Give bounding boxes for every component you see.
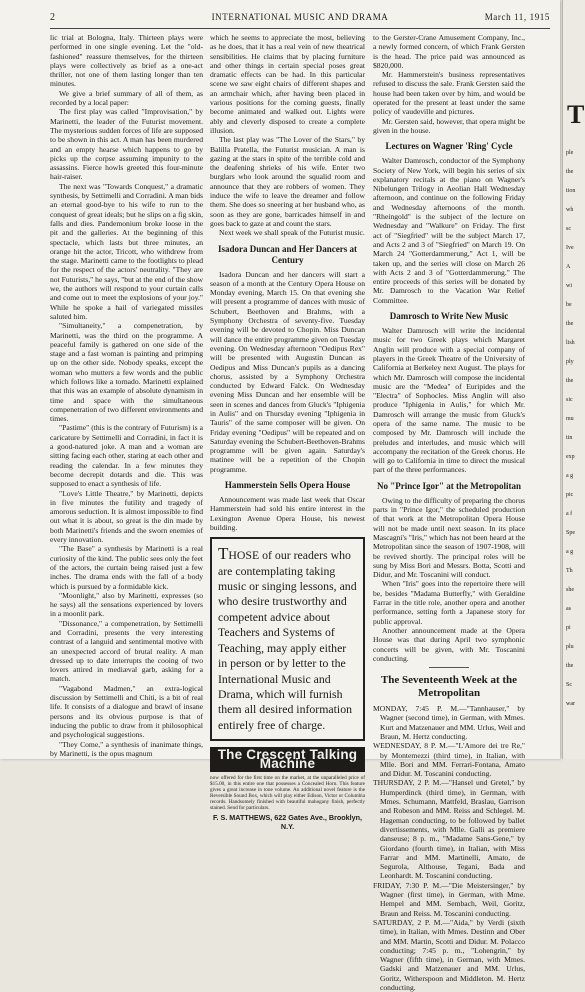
paragraph: Mr. Gersten said, however, that opera might be given in the house. <box>373 116 525 135</box>
adjacent-page-fragment: a g <box>566 549 574 555</box>
adjacent-page-fragment: wi <box>566 283 572 289</box>
adjacent-page-fragment: Spe <box>566 530 575 536</box>
adjacent-page-fragment: a g <box>566 473 574 479</box>
prince-igor-heading: No "Prince Igor" at the Metropolitan <box>376 480 522 491</box>
paragraph: "Dissonance," a compenetration, by Settimelli and Corradini, presents the very interesting contrast of a languid and sentimental motive with an unexpected accord of brutal reality. A man dressed up to date interrupts the cooing of two lovers attired in mediæval garb, asking for a match. <box>50 618 203 684</box>
paragraph: "The Base" a synthesis by Marinetti is a real curiosity of the kind. The public sees only the feet of the actors, the curtain being raised just a few inches. The drama ends with the fall of a body which is pursued by a formidable kick. <box>50 544 203 591</box>
paragraph: "Vagabond Madmen," an extra-logical discussion by Settimelli and Chiti, is a bit of real life. It consists of a dialogue and brawl of insane persons and its obvious purpose is that of inducing the public to draw from it philosophical and psychological suggestions. <box>50 683 203 740</box>
listing-entry: FRIDAY, 7:30 P. M.—"Die Meistersinger," by Wagner (first time), in German, with Mme. Hempel and MM. Sembach, Weil, Goritz, Braun and Reiss. M. Toscanini conducting. <box>373 880 525 918</box>
listing-entry: MONDAY, 7:45 P. M.—"Tannhauser," by Wagner (second time), in German, with Mmes. Kurt and Matzenauer and MM. Urlus, Weil and Braun, M. Hertz conducting. <box>373 704 525 741</box>
wagner-article: Walter Damrosch, conductor of the Symphony Society of New York, will begin his series of six explanatory recitals at the piano on Wagner's Nibelungen Trilogy in Aeolian Hall Wednesday afternoon, and continue on the following Friday and Wednesday afternoons of the month. "Rheingold" is the subject of the lecture on Wednesday and "Walkure" on Friday. The first act of "Siegfried" will be the subject March 17, and Acts 2 and 3 of "Siegfried" on March 19. On March 24 "Gotterdammerung," Act 1, will be taken up, and the series will close on March 26 with Acts 2 and 3 of "Gotterdammerung." The entire proceeds of this series will be donated by Mr. Damrosch to the Vacation War Relief Committee. <box>373 156 525 305</box>
paragraph: Another announcement made at the Opera House was that during April two symphonic concerts will be given, with Mr. Toscanini conducting. <box>373 625 525 663</box>
adjacent-page-fragment: plu <box>566 644 574 650</box>
paragraph: "Love's Little Theatre," by Marinetti, depicts in five minutes the futility and tragedy of amorous seduction. It is almost impossible to find out what it is about, so great is the din made by both Marinetti's friends and the sworn enemies of every innovation. <box>50 488 203 545</box>
adjacent-page-fragment: ple <box>566 150 574 156</box>
adjacent-page-fragment: lish <box>566 340 575 346</box>
page-header <box>50 12 550 26</box>
listing-entry: WEDNESDAY, 8 P. M.—"L'Amore dei tre Re," by Montemezzi (third time), in Italian, with Mlle. Bori and MM. Ferrari-Fontana, Amato and Didur. M. Toscanini conducting. <box>373 741 525 779</box>
adjacent-page-fragment: war <box>566 701 575 707</box>
header-rule <box>50 28 550 29</box>
duncan-heading: Isadora Duncan and Her Dancers at Century <box>217 243 358 265</box>
page-number: 2 <box>50 12 56 23</box>
adjacent-page-fragment: sic <box>566 397 573 403</box>
adjacent-page-fragment: as <box>566 606 571 612</box>
paragraph: "Pastime" (this is the contrary of Futurism) is a caricature by Settimelli and Corradini, in fact it is a good-natured joke. A man and a woman are sitting facing each other, staring at each other and reading the calendar. In a few minutes they become decrepit dotards and die. This was supposed to enact a synthesis of life. <box>50 423 203 489</box>
adjacent-page-fragment: Ive <box>566 245 574 251</box>
performance-listing <box>373 704 525 992</box>
adjacent-page-fragment: she <box>566 587 574 593</box>
advertisement-body: now offered for the first time on the market, at the unparalleled price of $15.00, in this entire one that possesses a Concealed Horn. This feature gives a great increase in tone volume. An additional novel feature is the Reversible Sound Box, which will play either Edison, Victor or Columbia records. Handsomely finished with beautiful mahogany finish, perfectly stained. Send for particulars. <box>210 774 365 811</box>
paragraph: Next week we shall speak of the Futurist music. <box>219 228 365 238</box>
paragraph: which he seems to appreciate the most, believing as he does, that it has a real vein of new theatrical sensibilities. He claims that by placing furniture and other things in certain special poses great dramatic effects can be had. In this particular scene we saw eight chairs of different shapes and an armchair which, after having been placed in various positions for the coming guests, finally become animated and walked out. Lights were ably and cleverly disposed to create a complete illusion. <box>210 33 365 135</box>
adjacent-page-initial: T <box>567 100 585 129</box>
adjacent-page-fragment: Th <box>566 568 573 574</box>
teachers-advertisement <box>210 537 365 741</box>
paragraph: to the Gerster-Crane Amusement Company, Inc., a newly formed concern, of which Frank Gersten is the head. The price paid was announced as $820,000. <box>373 33 525 70</box>
advertisement-text: HOSE of our readers who are contemplating taking music or singing lessons, and who desire trustworthy and competent advice about Teachers and Systems of Teaching, may apply either in person or by letter to the International Music and Drama, which will furnish them all desired information entirely free of charge. <box>218 548 357 732</box>
paragraph: "Moonlight," also by Marinetti, expresses (so he says) all the sensations experienced by lovers in a moonlit park. <box>50 590 203 619</box>
paragraph: Mr. Hammerstein's business representatives refused to discuss the sale. Frank Gersten said the house had been taken over by him, and would be operated for the present at least under the same policy of vaudeville and pictures. <box>373 70 525 117</box>
adjacent-page-fragment: a f <box>566 511 573 517</box>
hammerstein-article: Announcement was made last week that Oscar Hammerstein had sold his entire interest in the Lexington Avenue Opera House, his newest building. <box>210 495 365 532</box>
listing-entry: THURSDAY, 2 P. M.—"Hansel und Gretel," by Humperdinck (third time), in German, with Mmes. Schumann, Mattfeld, Braslau, Garrison and Robeson and MM. Reiss and Schlegel. M. Hageman conducting, to be followed by ballet divertissements, with Mlle. Galli as premiere danseuse; 8 p. m., "Madame Sans-Gene," by Giordano (fourth time), in Italian, with Miss Farrar and MM. Martinelli, Amato, de Segurola, Althouse, Tegani, Bada and Leonhardt. M. Toscanini conducting. <box>373 778 525 881</box>
adjacent-page-fragment: ply <box>566 359 574 365</box>
section-divider <box>429 667 469 668</box>
adjacent-page-fragment: wh <box>566 207 574 213</box>
advertiser-address: F. S. MATTHEWS, 622 Gates Ave., Brooklyn, N.Y. <box>212 812 363 832</box>
adjacent-page-fragment: the <box>566 169 574 175</box>
paragraph: The next was "Towards Conquest," a dramatic synthesis, by Settimelli and Corradini. A man bids an eternal good-bye to his wife to run to the conquest of great ideals; but he slips on a fig skin, falls and dies. Pandemonium broke loose in the pit and the galleries. At the beginning of this spectacle, which lasts but three minutes, an orange hit the actor, Tricott, who withdrew from the stage. Marinetti came to the footlights to plead for the respect of the actors' neutrality. "They are not Futurists," he says, "but at the end of the show we, the authors will respond to your curtain calls and come out to meet the explosions of your joy." While he spoke a hail of variegated missiles saluted him. <box>50 181 203 321</box>
adjacent-page-fragment: sc <box>566 226 571 232</box>
paragraph: We give a brief summary of all of them, as recorded by a local paper: <box>50 88 203 108</box>
paragraph: Owing to the difficulty of preparing the chorus parts in "Prince Igor," the scheduled production of that work at the Metropolitan Opera House will not be made until next season. In its place Mascagni's "Iris," which has not been heard at the Metropolitan since the season of 1907-1908, will be revived shortly. The principal roles will be sung by Miss Bori and Messrs. Botta, Scotti and Didur, and Mr. Toscanini will conduct. <box>373 495 525 580</box>
hammerstein-heading: Hammerstein Sells Opera House <box>224 480 351 491</box>
column-2 <box>210 33 365 832</box>
paragraph: "Simultaneity," a compenetration, by Marinetti, was the third on the programme. A peaceful family is gathered on one side of the stage and a fast woman is painting and primping up on the other side. Nobody speaks, except the woman who mutters a few words and the public which follows like a tornado. Marinetti explained that this was an example of absolute dynamism in time and space with the simultaneous compenetration of two different environments and times. <box>50 321 203 424</box>
adjacent-page-fragment: Sc <box>566 682 572 688</box>
issue-date: March 11, 1915 <box>484 12 550 22</box>
advertisement-headline: The Crescent Talking Machine <box>210 747 365 772</box>
adjacent-page-fragment: mu <box>566 416 574 422</box>
column-1 <box>50 33 203 758</box>
publication-title: INTERNATIONAL MUSIC AND DRAMA <box>211 12 389 22</box>
adjacent-page-fragment: exp <box>566 454 575 460</box>
crescent-advertisement <box>210 747 365 831</box>
adjacent-page-fragment: tin <box>566 435 573 441</box>
duncan-article: Isadora Duncan and her dancers will start a season of a month at the Century Opera House on Monday evening, March 15. On that evening she will present a programme of dances with music of Schubert, Beethoven and Brahms, with a Symphony Orchestra of seventy-five. Tuesday evening will be devoted to Chopin. Miss Duncan will dance the entire programme given on Tuesday evening. On Wednesday afternoon "Oedipus Rex" will be presented with Augustin Duncan as Oedipus and Miss Duncan's pupils as a dancing chorus, assisted by a Symphony Orchestra conducted by Edward Falck. On Wednesday evening Miss Duncan and her ensemble will be seen in scenes and dances from Gluck's "Iphigenia in Aulis" and on Thursday evening "Iphigenia in Tauris" of the same composer will be given. On Friday evening "Oedipus" will be repeated and on Saturday evening the Schubert-Beethoven-Brahms programme will be given again. Saturday's matinee will be a repetition of the Chopin programme. <box>210 269 365 474</box>
listing-entry: SATURDAY, 2 P. M.—"Aida," by Verdi (sixth time), in Italian, with Mmes. Destinn and Ober and MM. Martin, Scotti and Didur. M. Polacco conducting; 7:45 p. m., "Lohengrin," by Wagner (fifth time), in German, with Mmes. Gadski and Matzenauer and MM. Urlus, Goritz, Witherspoon and Middleton. M. Hertz conducting. <box>373 917 525 992</box>
adjacent-page-fragment: pic <box>566 492 574 498</box>
adjacent-page-fragment: the <box>566 321 574 327</box>
adjacent-page-edge <box>562 0 585 759</box>
adjacent-page-fragment: pi <box>566 625 571 631</box>
column-3 <box>373 33 525 992</box>
damrosch-heading: Damrosch to Write New Music <box>389 311 509 322</box>
adjacent-page-fragment: tion <box>566 188 576 194</box>
paragraph: The first play was called "Improvisation," by Marinetti, the leader of the Futurist movement. The mysterious sudden forces of life are supposed to be shown in this act. A man has been murdered and an empty hearse which happens to go by picks up the corpse assuming impunity to the assassins. Fierce howls greeted this four-minute hair-raiser. <box>50 107 203 182</box>
paragraph: When "Iris" goes into the repertoire there will be, besides "Madama Butterfly," with Geraldine Farrar in the title role, another opera and another performance, setting forth a Japanese story for public approval. <box>373 579 525 626</box>
adjacent-page-fragment: the <box>566 663 574 669</box>
paragraph: "They Come," a synthesis of inanimate things, by Marinetti, is the opus magnum <box>50 739 203 758</box>
damrosch-article: Walter Damrosch will write the incidental music for two Greek plays which Margaret Anglin will produce with a special company of players in the Greek Theatre of the University of California at Berkeley next August. The plays for which Mr. Damrosch will compose the incidental music are the "Medea" of Euripides and the "Electra" of Sophocles. Miss Anglin will also produce "Iphigenia in Aulis," for which Mr. Damrosch will arrange the music from Gluck's opera of the same name. The music to be composed by Mr. Damrosch will include the preludes and interludes, and music which will accompany the recitation of the Greek chorus. He will go to California in time to direct the musical part of the three performances. <box>373 326 525 475</box>
seventeenth-week-heading: The Seventeenth Week at the Metropolitan <box>380 674 518 700</box>
paragraph: The last play was "The Lover of the Stars," by Balilla Pratella, the Futurist musician. A man is gazing at the stars in spite of the terrible cold and the deafening shrieks of his wife. Enter two burglars who look around the squalid room and announce that they are robbers of women. They induce the wife to leave the dreamer and follow them. She does so sneering at her husband who, as soon as they are gone, barricades himself in and goes back to gaze at and count the stars. <box>210 135 365 228</box>
adjacent-page-fragment: the <box>566 378 574 384</box>
wagner-heading: Lectures on Wagner 'Ring' Cycle <box>385 141 513 152</box>
paragraph: lic trial at Bologna, Italy. Thirteen plays were performed in one single evening. Let the "old-fashioned" reassure themselves, for the thirteen plays were collectively as brief as a one-act thriller, not one of them lasting longer than ten minutes. <box>50 33 203 89</box>
adjacent-page-fragment: A <box>566 264 571 270</box>
drop-cap: T <box>218 544 229 564</box>
adjacent-page-fragment: be <box>566 302 572 308</box>
